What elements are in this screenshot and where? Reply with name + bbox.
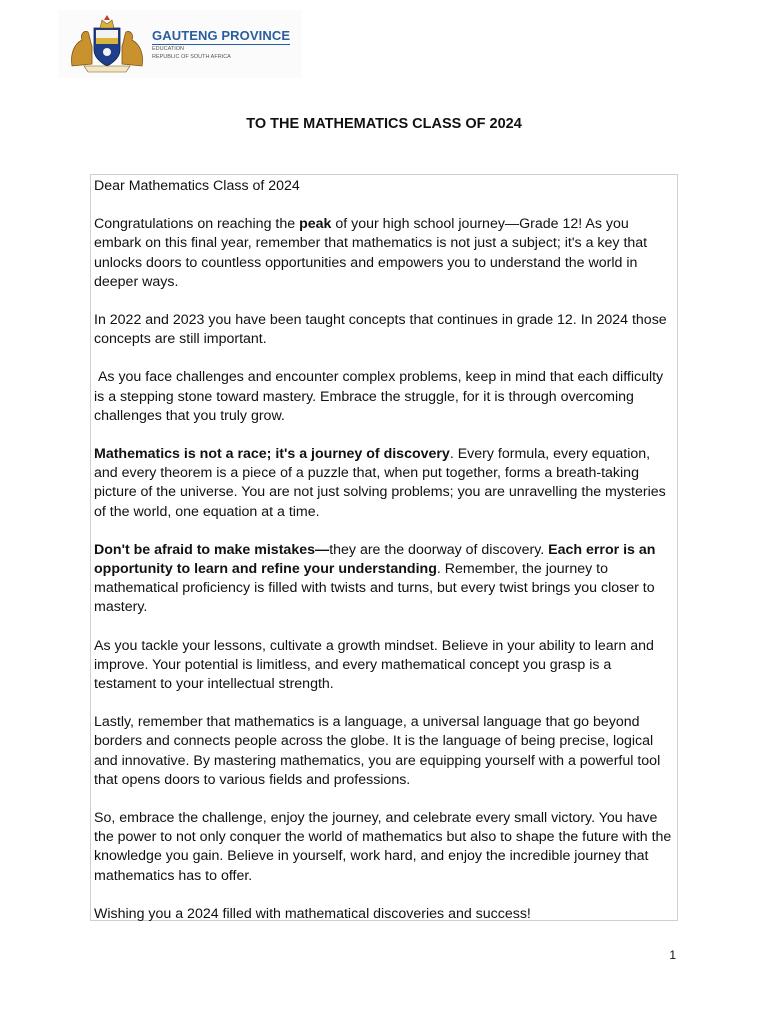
letter-paragraph-1 bbox=[94, 215, 673, 292]
letter-paragraph-4 bbox=[94, 445, 673, 522]
letter-paragraph-7: Lastly, remember that mathematics is a language, a universal language that go beyond borders and connects people across the globe. It is the language of being precise, logical and innovative. By mastering mathematics, you are equipping yourself with a powerful tool that opens doors to various fields and professions. bbox=[94, 714, 661, 788]
bold-text: Don't be afraid to make mistakes— bbox=[94, 541, 330, 558]
text-run: . Every formula, every equation, and every theorem is a piece of a puzzle that, when put together, forms a breath-taking picture of the universe. You are not just solving problems; you are unravelling the mysteries of the world, one equation at a time. bbox=[94, 446, 666, 520]
logo-text-block bbox=[152, 28, 290, 61]
letter-paragraph-8: So, embrace the challenge, enjoy the journey, and celebrate every small victory. You have the power to not only conquer the world of mathematics but also to shape the future with the knowledge you gain. Believe in yourself, work hard, and enjoy the incredible journey that mathematics has to offer. bbox=[94, 810, 672, 884]
coat-of-arms-icon bbox=[66, 14, 148, 74]
bold-text: Mathematics is not a race; it's a journey of discovery bbox=[94, 446, 450, 463]
page-number: 1 bbox=[669, 948, 676, 962]
gauteng-logo bbox=[58, 10, 302, 78]
page-title: TO THE MATHEMATICS CLASS OF 2024 bbox=[246, 116, 522, 132]
bold-text: Each error is an opportunity to learn and refine your understanding bbox=[94, 541, 656, 578]
letter-box bbox=[90, 174, 678, 921]
letter-paragraph-6: As you tackle your lessons, cultivate a growth mindset. Believe in your ability to learn and improve. Your potential is limitless, and every mathematical concept you grasp is a testament to your intellectual strength. bbox=[94, 637, 654, 693]
letter-closing: Wishing you a 2024 filled with mathematical discoveries and success! bbox=[94, 905, 531, 922]
logo-subtitle-country: REPUBLIC OF SOUTH AFRICA bbox=[152, 53, 231, 60]
text-run: they are the doorway of discovery. bbox=[329, 541, 549, 558]
text-run: . Remember, the journey to mathematical proficiency is filled with twists and turns, but every twist brings you closer to mastery. bbox=[94, 561, 655, 616]
letter-paragraph-5 bbox=[94, 541, 673, 618]
logo-title: GAUTENG PROVINCE bbox=[152, 27, 291, 43]
text-run: of your high school journey—Grade 12! As you embark on this final year, remember that mathematics is not just a subject; it's a key that unlocks doors to countless opportunities and empowers you to understand the world in deeper ways. bbox=[94, 216, 648, 290]
letter-greeting: Dear Mathematics Class of 2024 bbox=[94, 178, 300, 194]
bold-text: peak bbox=[299, 216, 332, 233]
letter-paragraph-2: In 2022 and 2023 you have been taught concepts that continues in grade 12. In 2024 those concepts are still important. bbox=[94, 312, 667, 348]
logo-subtitle-education: EDUCATION bbox=[152, 45, 184, 52]
text-run: Congratulations on reaching the bbox=[94, 216, 300, 233]
letter-paragraph-3: As you face challenges and encounter complex problems, keep in mind that each difficulty is a stepping stone toward mastery. Embrace the struggle, for it is through overcoming challenges that you truly grow. bbox=[94, 369, 668, 424]
